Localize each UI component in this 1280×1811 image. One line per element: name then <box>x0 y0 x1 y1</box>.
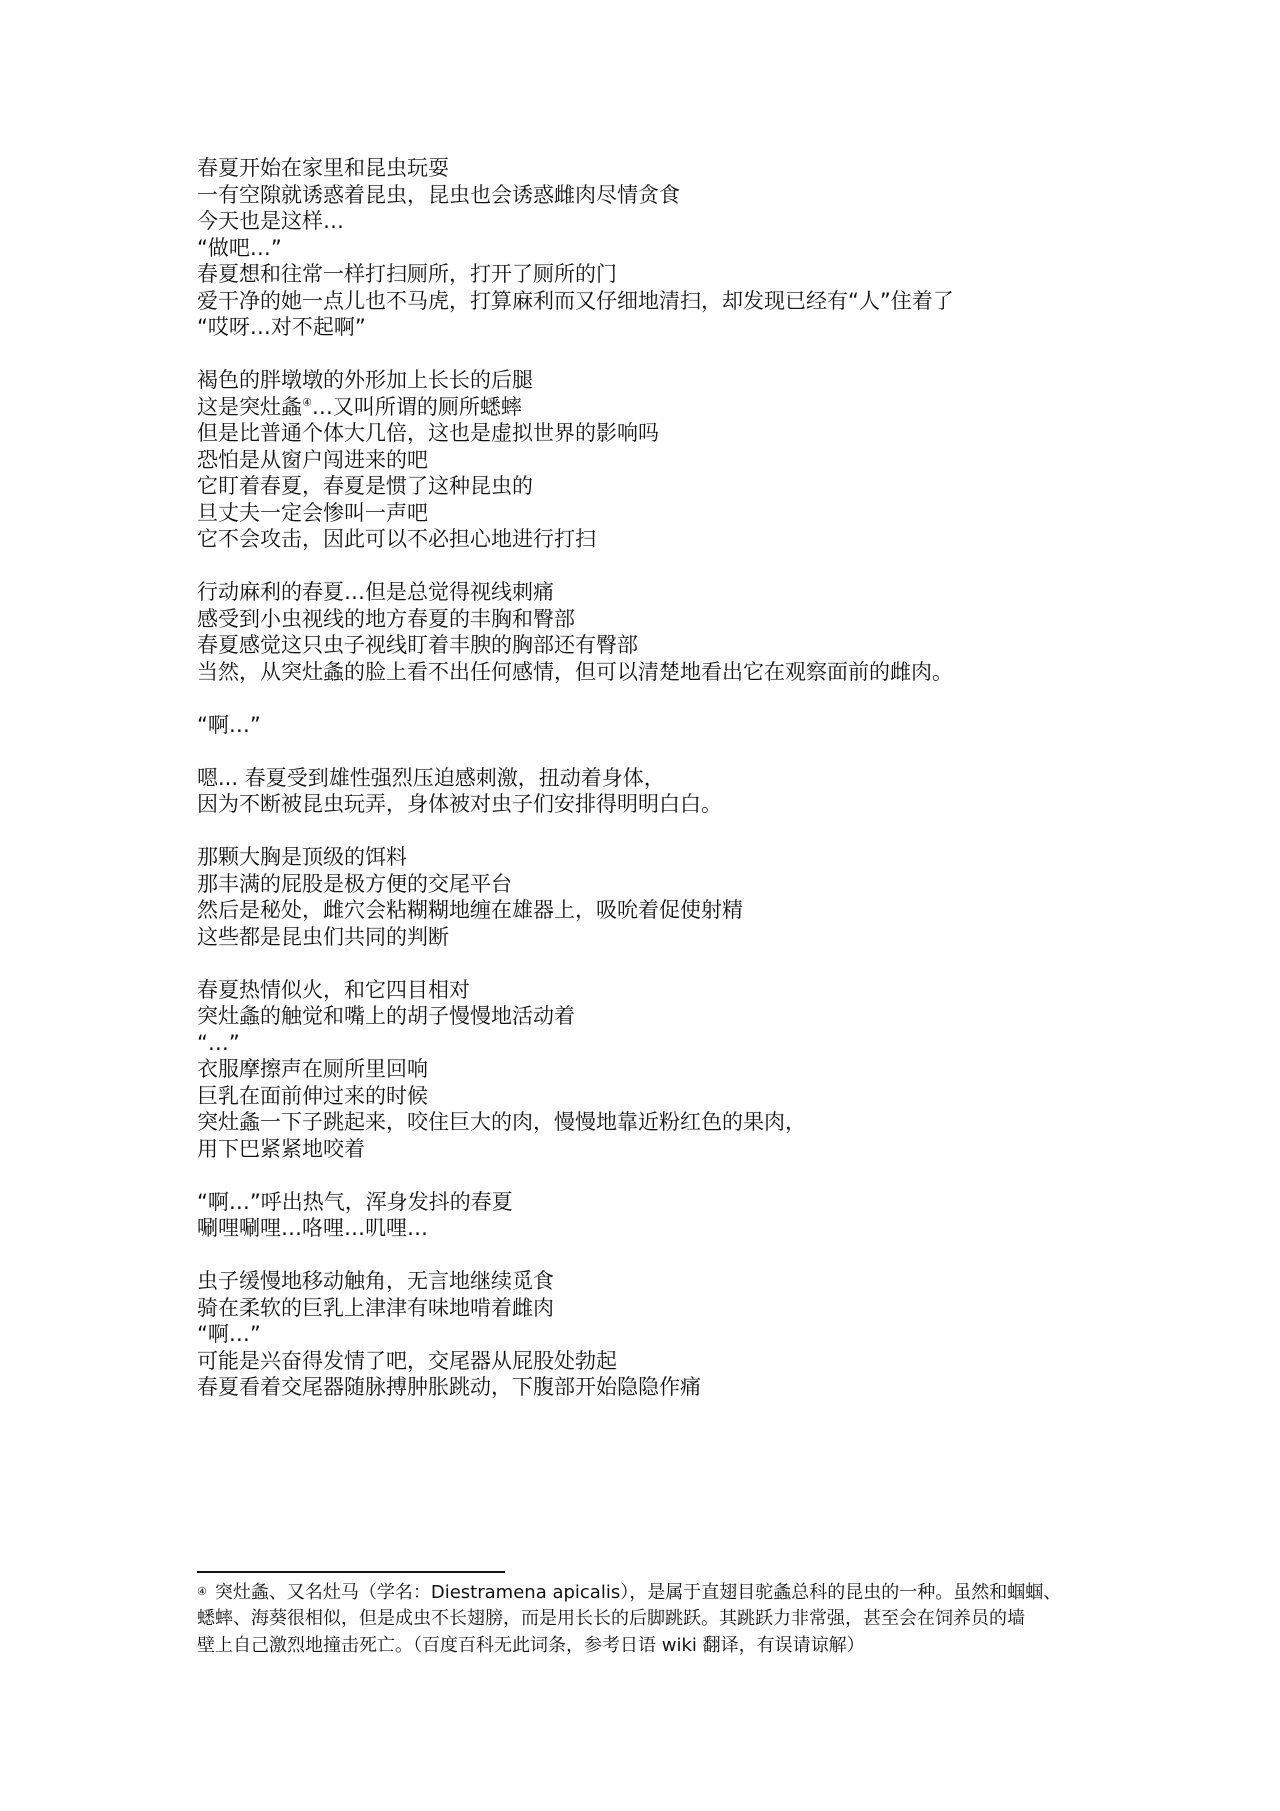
text-line: 感受到小虫视线的地方春夏的丰胸和臀部 <box>197 606 575 631</box>
text-line: 当然，从突灶螽的脸上看不出任何感情，但可以清楚地看出它在观察面前的雌肉。 <box>197 659 953 684</box>
paragraph <box>197 765 1097 818</box>
text-line: 那颗大胸是顶级的饵料 <box>197 845 407 869</box>
text-line: 那丰满的屁股是极方便的交尾平台 <box>197 871 512 896</box>
text-line: 嗯... 春夏受到雄性强烈压迫感刺激，扭动着身体， <box>197 765 665 790</box>
text-segment: …又叫所谓的厕所蟋蟀 <box>311 394 522 419</box>
paragraph <box>197 367 1097 553</box>
footnote-mark: ④ <box>197 1585 207 1598</box>
text-line: 春夏感觉这只虫子视线盯着丰腴的胸部还有臀部 <box>197 633 638 657</box>
paragraph <box>197 977 1097 1163</box>
text-line: “哎呀…对不起啊” <box>197 315 366 339</box>
paragraph <box>197 844 1097 950</box>
text-line: 突灶螽的触觉和嘴上的胡子慢慢地活动着 <box>197 1004 575 1028</box>
text-line: 骑在柔软的巨乳上津津有味地啃着雌肉 <box>197 1295 554 1320</box>
text-line: 行动麻利的春夏…但是总觉得视线刺痛 <box>197 580 554 604</box>
text-line: 用下巴紧紧地咬着 <box>197 1136 365 1161</box>
story-body <box>197 155 1097 1427</box>
text-line <box>197 394 1097 421</box>
paragraph <box>197 579 1097 685</box>
paragraph <box>197 1268 1097 1401</box>
text-line: 因为不断被昆虫玩弄，身体被对虫子们安排得明明白白。 <box>197 792 722 816</box>
text-segment: 这是突灶螽 <box>197 394 302 419</box>
footnote-line: 壁上自己激烈地撞击死亡。（百度百科无此词条，参考日语 wiki 翻译，有误请谅解） <box>197 1635 865 1656</box>
footnote-reference[interactable]: ④ <box>302 395 312 409</box>
text-line: 一有空隙就诱惑着昆虫，昆虫也会诱惑雌肉尽情贪食 <box>197 182 680 207</box>
text-line: 旦丈夫一定会惨叫一声吧 <box>197 500 428 525</box>
text-line: 春夏热情似火，和它四目相对 <box>197 977 470 1002</box>
footnote <box>197 1578 1097 1659</box>
text-line: 春夏想和往常一样打扫厕所，打开了厕所的门 <box>197 262 617 286</box>
text-line: 巨乳在面前伸过来的时候 <box>197 1083 428 1108</box>
text-line: 褐色的胖墩墩的外形加上长长的后腿 <box>197 368 533 392</box>
text-line: “啊…” <box>197 712 261 737</box>
paragraph <box>197 155 1097 341</box>
text-line: 这些都是昆虫们共同的判断 <box>197 924 449 949</box>
text-line: 恐怕是从窗户闯进来的吧 <box>197 447 428 472</box>
text-line: “…” <box>197 1030 240 1055</box>
footnote-line: 蟋蟀、海葵很相似，但是成虫不长翅膀，而是用长长的后脚跳跃。其跳跃力非常强，甚至会在饲养员的墙 <box>197 1608 1025 1629</box>
text-line: 虫子缓慢地移动触角，无言地继续觅食 <box>197 1269 554 1293</box>
text-line: 然后是秘处，雌穴会粘糊糊地缠在雄器上，吸吮着促使射精 <box>197 898 743 922</box>
text-line: 突灶螽一下子跳起来，咬住巨大的肉，慢慢地靠近粉红色的果肉， <box>197 1110 806 1134</box>
paragraph <box>197 1189 1097 1242</box>
text-line: 它不会攻击，因此可以不必担心地进行打扫 <box>197 527 596 551</box>
text-line: “啊…” <box>197 1322 261 1346</box>
text-line: 春夏看着交尾器随脉搏肿胀跳动，下腹部开始隐隐作痛 <box>197 1375 701 1399</box>
paragraph <box>197 712 1097 739</box>
text-line: 可能是兴奋得发情了吧，交尾器从屁股处勃起 <box>197 1348 617 1373</box>
text-line: 爱干净的她一点儿也不马虎，打算麻利而又仔细地清扫，却发现已经有“人”住着了 <box>197 288 954 313</box>
text-line: 它盯着春夏，春夏是惯了这种昆虫的 <box>197 474 533 498</box>
footnote-line <box>197 1578 1097 1605</box>
text-line: 衣服摩擦声在厕所里回响 <box>197 1057 428 1081</box>
text-line: 今天也是这样… <box>197 209 344 233</box>
text-line: “啊…”呼出热气，浑身发抖的春夏 <box>197 1189 513 1214</box>
text-line: 春夏开始在家里和昆虫玩耍 <box>197 156 449 180</box>
footnote-divider <box>197 1571 505 1573</box>
text-line: “做吧…” <box>197 235 282 260</box>
text-line: 但是比普通个体大几倍，这也是虚拟世界的影响吗 <box>197 421 659 445</box>
text-line: 唰哩唰哩…咯哩…叽哩… <box>197 1216 428 1240</box>
footnote-text: 突灶螽、又名灶马（学名：Diestramena apicalis），是属于直翅目驼螽总科的昆虫的一种。虽然和蝈蝈、 <box>214 1582 1062 1603</box>
